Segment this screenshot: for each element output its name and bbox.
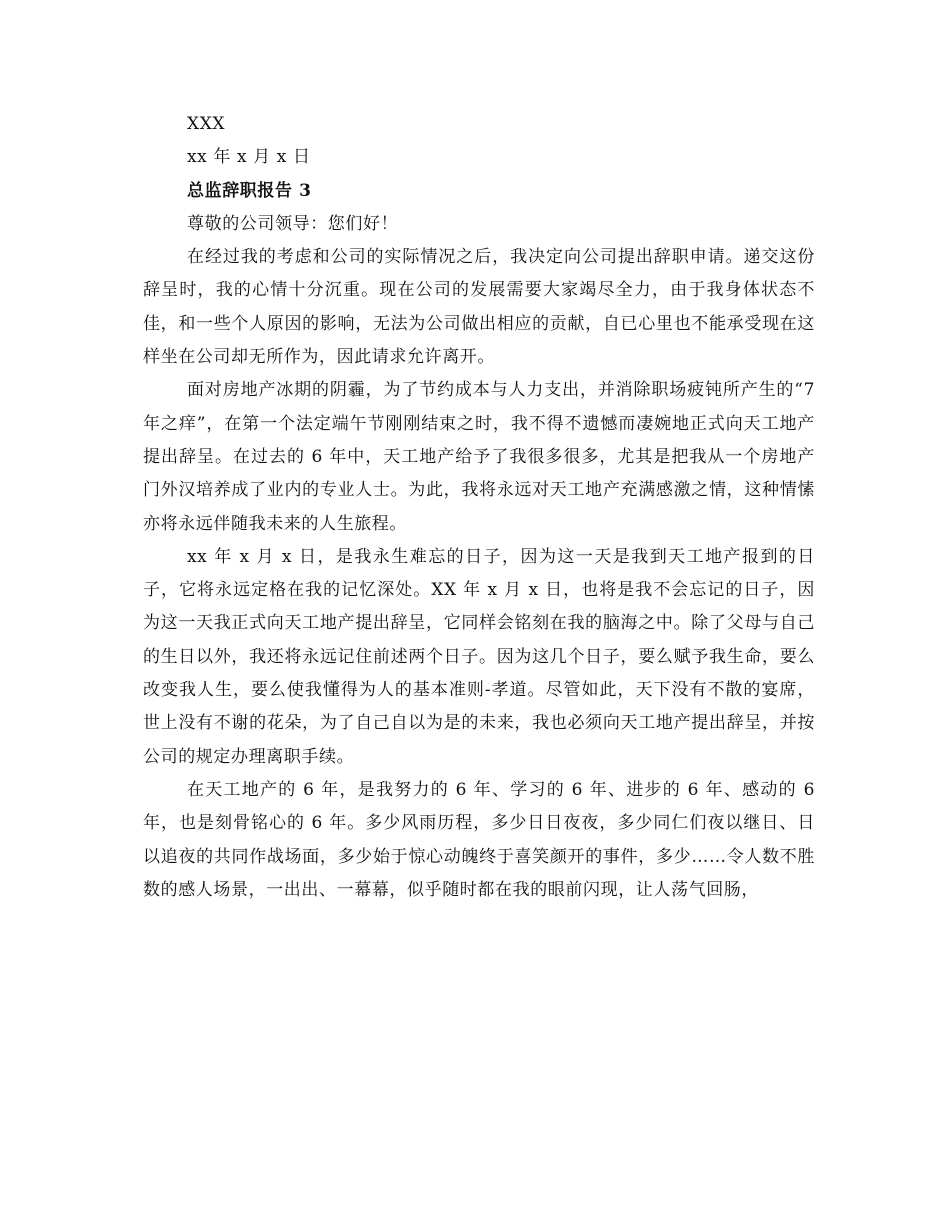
- paragraph: xx 年 x 月 x 日，是我永生难忘的日子，因为这一天是我到天工地产报到的日子，它将永远定格在我的记忆深处。XX 年 x 月 x 日，也将是我不会忘记的日子，因为这一天我正式向天工地产提出辞呈，它同样会铭刻在我的脑海之中。除了父母与自己的生日以外，我还将永远记住前述两个日子。因为这几个日子，要么赋予我生命，要么改变我人生，要么使我懂得为人的基本准则-孝道。尽管如此，天下没有不散的宴席，世上没有不谢的花朵，为了自己自以为是的未来，我也必须向天工地产提出辞呈，并按公司的规定办理离职手续。: [143, 546, 815, 767]
- paragraph: 面对房地产冰期的阴霾，为了节约成本与人力支出，并消除职场疲钝所产生的“7 年之痒”，在第一个法定端午节刚刚结束之时，我不得不遗憾而凄婉地正式向天工地产提出辞呈。在过去的 6 年中，天工地产给予了我很多很多，尤其是把我从一个房地产门外汉培养成了业内的专业人士。为此，我将永远对天工地产充满感激之情，这种情愫亦将永远伴随我未来的人生旅程。: [143, 380, 815, 534]
- paragraph: 在经过我的考虑和公司的实际情况之后，我决定向公司提出辞职申请。递交这份辞呈时，我的心情十分沉重。现在公司的发展需要大家竭尽全力，由于我身体状态不佳，和一些个人原因的影响，无法为公司做出相应的贡献，自已心里也不能承受现在这样坐在公司却无所作为，因此请求允许离开。: [143, 247, 815, 368]
- paragraph: 在天工地产的 6 年，是我努力的 6 年、学习的 6 年、进步的 6 年、感动的 6 年，也是刻骨铭心的 6 年。多少风雨历程，多少日日夜夜，多少同仁们夜以继日、日以追夜的共同作战场面，多少始于惊心动魄终于喜笑颜开的事件，多少……令人数不胜数的感人场景，一出出、一幕幕，似乎随时都在我的眼前闪现，让人荡气回肠，: [143, 779, 815, 900]
- document-body: [143, 108, 815, 907]
- section-heading: 总监辞职报告 3: [187, 180, 312, 201]
- signature: XXX: [187, 114, 226, 134]
- salutation: 尊敬的公司领导：您们好！: [187, 213, 399, 234]
- date: xx 年 x 月 x 日: [187, 147, 311, 168]
